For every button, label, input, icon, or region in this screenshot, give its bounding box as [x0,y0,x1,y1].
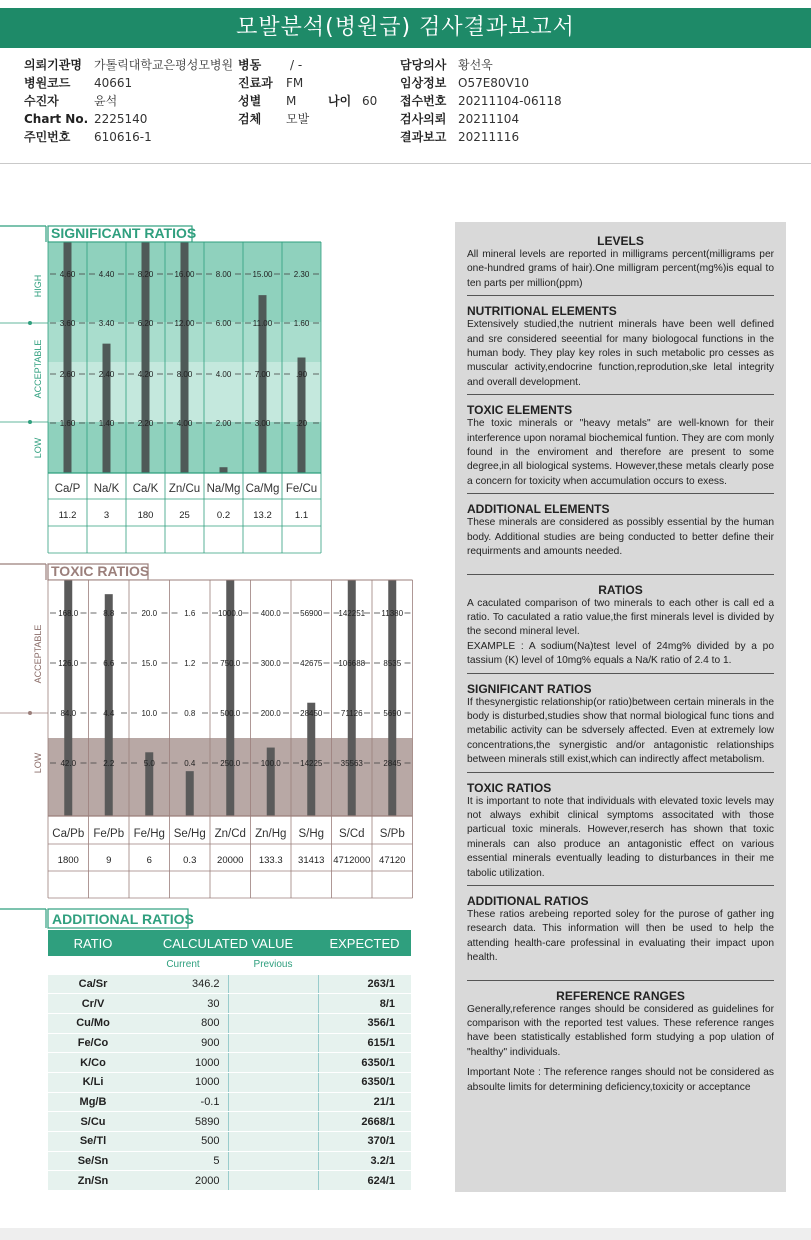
tick-label: 4.4 [103,709,115,718]
column-label: Ca/Mg [245,483,280,495]
info-label: 주민번호 [24,130,71,144]
add-ratio-heading: ADDITIONAL RATIOS [467,894,589,908]
info-label: 나이 [328,94,352,108]
tick-label: 8.00 [215,270,232,279]
tick-label: 4.60 [59,270,76,279]
tick-label: 8.20 [137,270,154,279]
ratio-cell: Zn/Sn [48,1171,138,1191]
info-label: 수진자 [24,94,59,108]
tick-label: 0.8 [184,709,196,718]
data-label: 3 [103,510,110,521]
data-label: 0.3 [183,855,197,866]
bar-fe-pb [105,594,113,816]
info-label: 결과보고 [400,130,447,144]
tick-label: 1000.0 [218,609,243,618]
expected-cell: 3.2/1 [318,1151,411,1171]
expected-cell: 624/1 [318,1171,411,1191]
ratio-cell: Cu/Mo [48,1013,138,1033]
tick-label: 100.0 [260,759,281,768]
tick-label: .90 [295,370,308,379]
col-ratio: RATIO [48,930,138,956]
tick-label: 5690 [383,709,402,718]
column-label: Fe/Pb [93,828,125,840]
data-label: 180 [137,510,154,521]
tick-label: 71126 [340,709,363,718]
tick-label: 1.2 [184,659,196,668]
column-label: Zn/Cd [214,828,246,840]
zone-label: ACCEPTABLE [33,624,43,684]
panel-divider [467,574,774,575]
current-cell: 5 [138,1151,228,1171]
tick-label: 300.0 [260,659,281,668]
ratios-text: A caculated comparison of two minerals to each other is call ed a ratio. To caculated a ratio value,the first minerals level is divided by the second mineral level. [467,597,774,638]
table-row [48,1132,411,1152]
col-expected: EXPECTED [318,930,411,956]
additional-ratios-table [48,930,411,1191]
tick-label: 750.0 [220,659,241,668]
tick-label: 400.0 [260,609,281,618]
tick-label: 11380 [381,609,404,618]
tick-label: 20.0 [141,609,158,618]
tick-label: 10.0 [141,709,158,718]
info-value: 20211104-06118 [458,94,562,108]
add-ratio-text: These ratios arebeing reported soley for the purose of gather ing research data. This information will then be used to help the attending health-care professinal in evaluating their impact upon health. [467,909,774,964]
data-label: 6 [146,855,152,866]
bar-zn-hg [267,748,275,816]
info-value: FM [286,76,304,90]
tick-label: 15.0 [141,659,158,668]
levels-text: All mineral levels are reported in milligrams percent(milligrams per one-hundred grams of hair).One milligram percent(mg%)is equal to ten parts per million(ppm) [467,249,774,289]
info-mid [238,56,377,128]
tick-label: 8535 [383,659,402,668]
tick-label: 2.60 [59,370,76,379]
panel-divider [467,885,774,886]
bar-na-mg [220,467,228,473]
info-label: 병원코드 [24,76,71,90]
info-label: 검사의뢰 [400,112,447,126]
previous-cell [228,1151,318,1171]
column-label: Ca/Pb [52,828,85,840]
current-cell: 5890 [138,1112,228,1132]
current-cell: 1000 [138,1053,228,1073]
ratio-cell: Mg/B [48,1092,138,1112]
tick-label: 106688 [338,659,366,668]
ref-text: Generally,reference ranges should be considered as guidelines for comparison with the reported test values. These reference ranges have been statistically established form studying a pop ulation of "healthy" individuals. [467,1003,774,1058]
current-cell: 1000 [138,1072,228,1092]
current-cell: 500 [138,1132,228,1152]
levels-heading: LEVELS [597,234,644,248]
tick-label: 8.8 [103,609,115,618]
additional-text: These minerals are considered as possibly essential by the human body. Additional studies are being conducted to better define their requirments and amounts needed. [467,517,774,558]
tick-label: 6.6 [103,659,115,668]
ratio-cell: Se/Sn [48,1151,138,1171]
info-label: 성별 [238,94,262,108]
tick-label: 5.0 [143,759,155,768]
tick-label: 3.00 [254,419,271,428]
tick-label: 6.00 [215,319,232,328]
tick-label: 1.60 [293,319,310,328]
tick-label: 142251 [338,609,366,618]
info-value: 20211116 [458,130,520,144]
column-label: S/Cd [338,828,365,840]
panel-divider [467,493,774,494]
tick-label: 250.0 [220,759,241,768]
info-value: / - [290,58,303,72]
column-label: Na/K [93,483,120,495]
column-label: S/Hg [298,828,325,840]
significant-ratios-chart [0,222,420,557]
section-title: TOXIC RATIOS [51,563,150,579]
table-row [48,1151,411,1171]
data-label: 11.2 [58,510,77,521]
previous-cell [228,974,318,994]
info-label: 검체 [238,112,262,126]
tick-label: 1.6 [184,609,196,618]
info-value: 20211104 [458,112,520,126]
ratios-example: EXAMPLE : A sodium(Na)test level of 24mg% divided by a po tassium (K) level of 10mg% equals a Na/K ratio of 2.4 to 1. [467,640,774,667]
tick-label: 168.0 [58,609,79,618]
tick-label: 4.40 [98,270,115,279]
additional-heading: ADDITIONAL ELEMENTS [467,502,610,517]
column-label: Fe/Cu [285,483,318,495]
expected-cell: 615/1 [318,1033,411,1053]
ref-heading: REFERENCE RANGES [556,988,685,1003]
info-label: 의뢰기관명 [24,58,82,72]
ratio-cell: K/Li [48,1072,138,1092]
tick-label: 2.30 [293,270,310,279]
expected-cell: 21/1 [318,1092,411,1112]
toxic-heading: TOXIC ELEMENTS [467,403,573,418]
table-row [48,1072,411,1092]
tick-label: .20 [295,419,308,428]
data-label: 133.3 [258,855,283,866]
column-label: Ca/K [132,483,159,495]
info-value: M [286,94,297,108]
tick-label: 42675 [300,659,323,668]
data-label: 1.1 [294,510,309,521]
column-label: Fe/Hg [133,828,165,840]
previous-cell [228,1132,318,1152]
previous-cell [228,994,318,1014]
tick-label: 4.20 [137,370,154,379]
tick-label: 14225 [300,759,323,768]
column-label: S/Pb [379,828,405,840]
previous-cell [228,1033,318,1053]
expected-cell: 6350/1 [318,1072,411,1092]
table-row [48,994,411,1014]
table-row [48,1053,411,1073]
tick-label: 56900 [300,609,323,618]
explanation-panel [455,222,786,1192]
data-label: 31413 [298,855,325,866]
zone-label: LOW [33,752,43,774]
ratio-cell: Fe/Co [48,1033,138,1053]
zone-marker-dot [28,321,32,325]
tick-label: 28450 [300,709,323,718]
previous-cell [228,1171,318,1191]
header-divider [0,163,811,164]
column-label: Zn/Hg [255,828,287,840]
table-row [48,1112,411,1132]
additional-ratios-header [0,906,200,930]
panel-divider [467,772,774,773]
bar-na-k [103,344,111,473]
tick-label: 2.00 [215,419,232,428]
tick-label: 500.0 [220,709,241,718]
info-label: 담당의사 [400,58,447,72]
data-label: 47120 [379,855,406,866]
info-label: 병동 [238,58,262,72]
table-row [48,1013,411,1033]
expected-cell: 6350/1 [318,1053,411,1073]
current-cell: 30 [138,994,228,1014]
table-row [48,1171,411,1191]
data-label: 9 [106,855,112,866]
table-row [48,974,411,994]
current-cell: 2000 [138,1171,228,1191]
ratio-cell: S/Cu [48,1112,138,1132]
data-label: 1800 [57,855,79,866]
column-label: Na/Mg [206,483,241,495]
zone-label: HIGH [33,274,43,298]
tick-label: 1.40 [98,419,115,428]
tick-label: 84.0 [60,709,77,718]
tick-label: 0.4 [184,759,196,768]
table-row [48,1033,411,1053]
current-cell: 346.2 [138,974,228,994]
expected-cell: 370/1 [318,1132,411,1152]
tick-label: 200.0 [260,709,281,718]
tick-label: 4.00 [176,419,193,428]
expected-cell: 263/1 [318,974,411,994]
ratio-cell: Cr/V [48,994,138,1014]
zone-marker-dot [28,711,32,715]
tick-label: 16.00 [174,270,195,279]
ratio-cell: Ca/Sr [48,974,138,994]
zone-label: LOW [33,437,43,459]
previous-cell [228,1053,318,1073]
panel-divider [467,980,774,981]
expected-cell: 2668/1 [318,1112,411,1132]
nutritional-text: Extensively studied,the nutrient minerals have been well defined and sre considered seeential for many biologocal functions in the human body. They play key roles in such metabolic pro cesses as muscular activity,endocrine function,reprodution,ske letal integrity and overall development. [467,319,774,388]
previous-cell [228,1072,318,1092]
toxic-ratios-chart [0,560,420,905]
tox-ratio-heading: TOXIC RATIOS [467,780,552,795]
sig-text: If thesynergistic relationship(or ratio)between certain minerals in the body is disturbed,studies show that normal biological func tions and metabilic activity can be sdversely affected. Even at extremely low concentrations,the synergistic and/or antagonistic relationships between minerals still exist,which can indirectly affect metabolism. [467,696,774,766]
tick-label: 42.0 [60,759,77,768]
footer-bar [0,1228,811,1240]
tick-label: 6.20 [137,319,154,328]
info-value: 610616-1 [94,130,152,144]
data-label: 4712000 [333,855,371,866]
column-label: Se/Hg [173,828,206,840]
info-label: 접수번호 [400,94,447,108]
table-row [48,1092,411,1112]
info-value: 윤석 [94,94,118,108]
tick-label: 2.2 [103,759,115,768]
additional-ratios-title: ADDITIONAL RATIOS [52,911,194,927]
tick-label: 35563 [340,759,363,768]
tick-label: 2845 [383,759,402,768]
panel-divider [467,673,774,674]
tick-label: 15.00 [252,270,273,279]
col-current: Current [138,956,228,974]
info-value: 황선욱 [458,58,493,72]
current-cell: 900 [138,1033,228,1053]
col-calculated: CALCULATED VALUE [138,930,318,956]
column-label: Zn/Cu [168,483,201,495]
ratio-cell: K/Co [48,1053,138,1073]
tick-label: 8.00 [176,370,193,379]
previous-cell [228,1013,318,1033]
toxic-text: The toxic minerals or "heavy metals" are well-known for their interference upon noramal biochemical funtion. They are com monly found in the enviroment and therefore are present to some degree,in all biological systems. However,these metals clearly pose a concern for toxicity when accumulation occurs to exess. [467,418,774,487]
expected-cell: 8/1 [318,994,411,1014]
panel-divider [467,394,774,395]
tick-label: 126.0 [58,659,79,668]
info-label: 진료과 [238,76,273,90]
nutritional-heading: NUTRITIONAL ELEMENTS [467,304,617,319]
current-cell: -0.1 [138,1092,228,1112]
tick-label: 12.00 [174,319,195,328]
current-cell: 800 [138,1013,228,1033]
tick-label: 2.40 [98,370,115,379]
section-title: SIGNIFICANT RATIOS [51,225,197,241]
tick-label: 7.00 [254,370,271,379]
tick-label: 3.60 [59,319,76,328]
data-label: 13.2 [253,510,272,521]
sig-heading: SIGNIFICANT RATIOS [467,681,592,696]
subheader-row [48,956,411,974]
tick-label: 11.00 [252,319,273,328]
col-previous: Previous [228,956,318,974]
previous-cell [228,1112,318,1132]
data-label: 20000 [217,855,244,866]
expected-cell: 356/1 [318,1013,411,1033]
info-value: 2225140 [94,112,148,126]
bar-se-hg [186,771,194,816]
zone-label: ACCEPTABLE [33,339,43,399]
info-value: 가톨릭대학교은평성모병원 [94,58,234,72]
panel-divider [467,295,774,296]
data-label: 0.2 [216,510,231,521]
tick-label: 1.60 [59,419,76,428]
info-value: O57E80V10 [458,76,530,90]
info-left [24,56,233,146]
info-label: 임상정보 [400,76,447,90]
tox-ratio-text: It is important to note that individuals with elevated toxic levels may not always exhibit clinical symptoms associtated with those particual toxic minerals. However,reserch has shown that toxic minerals can also produce an antagonistic effect on various essential minerals eventually leading to disturbances in their me tabolic utilization. [467,795,774,879]
info-value: 40661 [94,76,133,90]
ratios-heading: RATIOS [598,582,643,597]
tick-label: 3.40 [98,319,115,328]
report-title: 모발분석(병원급) 검사결과보고서 [0,8,811,48]
column-label: Ca/P [54,483,81,495]
ratio-cell: Se/Tl [48,1132,138,1152]
info-label: Chart No. [24,112,89,126]
tick-label: 2.20 [137,419,154,428]
info-value: 60 [362,94,378,108]
info-value: 모발 [286,112,310,126]
data-label: 25 [179,510,190,521]
info-right [400,56,562,146]
zone-marker-dot [28,420,32,424]
previous-cell [228,1092,318,1112]
ref-note: Important Note : The reference ranges should not be considered as absoulte limits for determining deficiency,toxicity or acceptance [467,1067,774,1093]
tick-label: 4.00 [215,370,232,379]
